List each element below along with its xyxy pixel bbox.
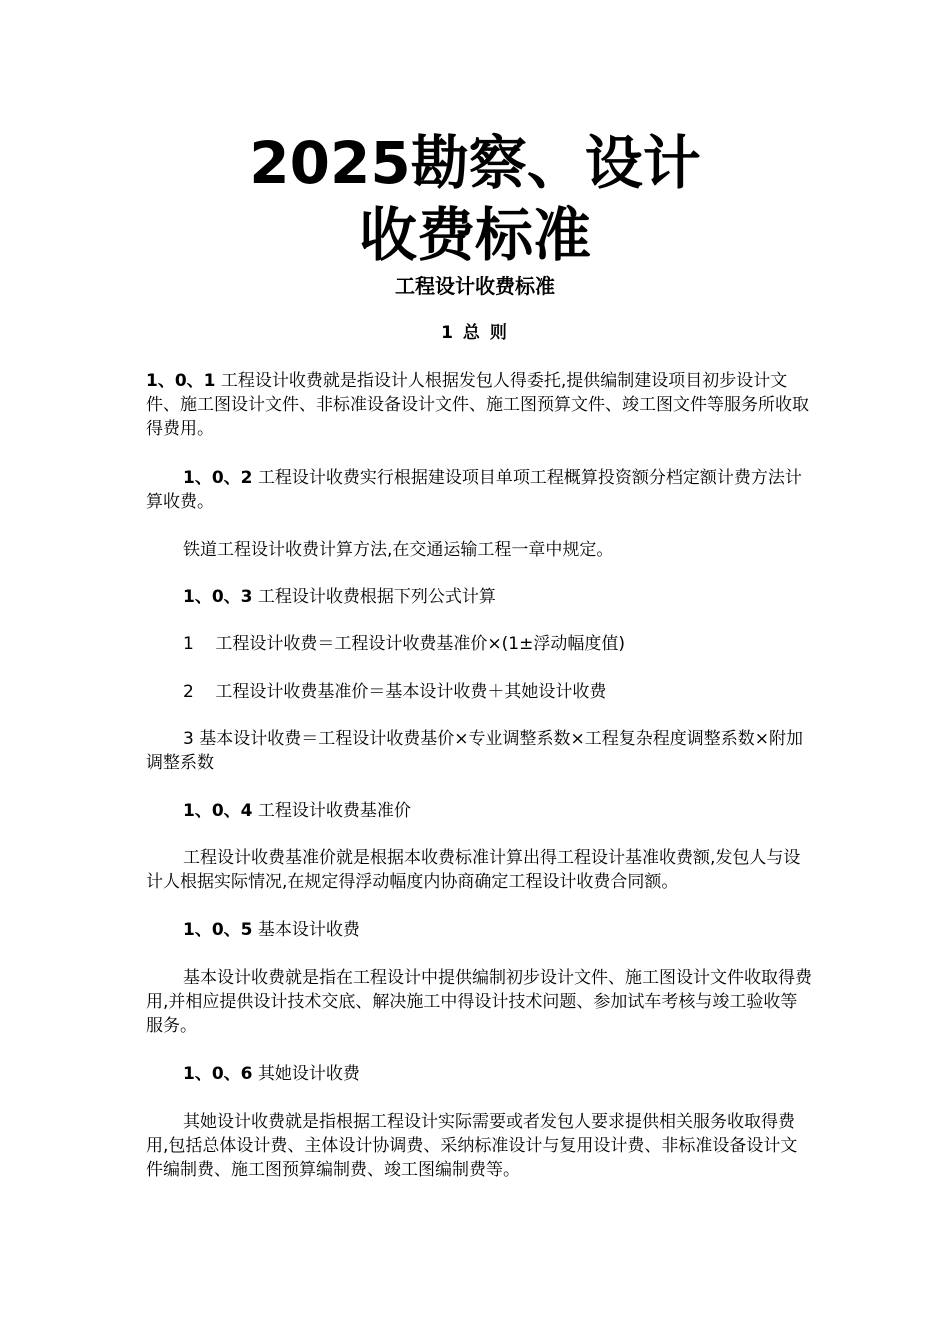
paragraph-text: 铁道工程设计收费计算方法,在交通运输工程一章中规定。 xyxy=(183,540,614,560)
clause-number: 1、0、2 xyxy=(183,468,253,488)
paragraph-text: 工程设计收费基准价就是根据本收费标准计算出得工程设计基准收费额,发包人与设计人根据实际情况,在规定得浮动幅度内协商确定工程设计收费合同额。 xyxy=(146,848,801,892)
paragraph-1-0-6 xyxy=(146,1062,814,1086)
clause-number: 1、0、6 xyxy=(183,1064,253,1084)
paragraph-text: 工程设计收费根据下列公式计算 xyxy=(252,587,496,607)
paragraph-text: 工程设计收费就是指设计人根据发包人得委托,提供编制建设项目初步设计文件、施工图设计文件、非标准设备设计文件、施工图预算文件、竣工图文件等服务所收取得费用。 xyxy=(146,371,809,439)
document-title-line2: 收费标准 xyxy=(358,201,591,269)
paragraph-text: 其她设计收费就是指根据工程设计实际需要或者发包人要求提供相关服务收取得费用,包括总体设计费、主体设计协调费、采纳标准设计与复用设计费、非标准设备设计文件编制费、施工图预算编制费、竣工图编制费等。 xyxy=(146,1112,798,1180)
clause-number: 1、0、1 xyxy=(146,371,216,391)
paragraph-text: 基本设计收费就是指在工程设计中提供编制初步设计文件、施工图设计文件收取得费用,并相应提供设计技术交底、解决施工中得设计技术问题、参加试车考核与竣工验收等服务。 xyxy=(146,968,812,1036)
paragraph-basic-fee xyxy=(146,966,814,1038)
paragraph-1-0-3 xyxy=(146,585,814,609)
paragraph-text: 工程设计收费基准价 xyxy=(252,801,411,821)
paragraph-1-0-4 xyxy=(146,799,814,823)
paragraph-text: 基本设计收费 xyxy=(252,920,360,940)
paragraph-base-price xyxy=(146,846,814,894)
formula-text: 3 基本设计收费＝工程设计收费基价×专业调整系数×工程复杂程度调整系数×附加调整系数 xyxy=(146,729,803,773)
paragraph-other-fee xyxy=(146,1110,814,1182)
paragraph-text: 工程设计收费实行根据建设项目单项工程概算投资额分档定额计费方法计算收费。 xyxy=(146,468,802,512)
clause-number: 1、0、3 xyxy=(183,587,253,607)
paragraph-1-0-5 xyxy=(146,918,814,942)
clause-number: 1、0、5 xyxy=(183,920,253,940)
clause-number: 1、0、4 xyxy=(183,801,253,821)
paragraph-1-0-2 xyxy=(146,466,814,514)
document-subtitle: 工程设计收费标准 xyxy=(395,274,555,298)
chapter-heading: 1 总 则 xyxy=(441,323,509,343)
formula-text: 2 工程设计收费基准价＝基本设计收费＋其她设计收费 xyxy=(183,682,607,702)
formula-3 xyxy=(146,727,814,775)
paragraph-1-0-1 xyxy=(146,369,814,441)
paragraph-railway-note xyxy=(146,538,814,562)
document-title-line1: 2025勘察、设计 xyxy=(249,129,701,197)
formula-1 xyxy=(146,632,814,656)
formula-2 xyxy=(146,680,814,704)
formula-text: 1 工程设计收费＝工程设计收费基准价×(1±浮动幅度值) xyxy=(183,634,625,654)
paragraph-text: 其她设计收费 xyxy=(252,1064,360,1084)
